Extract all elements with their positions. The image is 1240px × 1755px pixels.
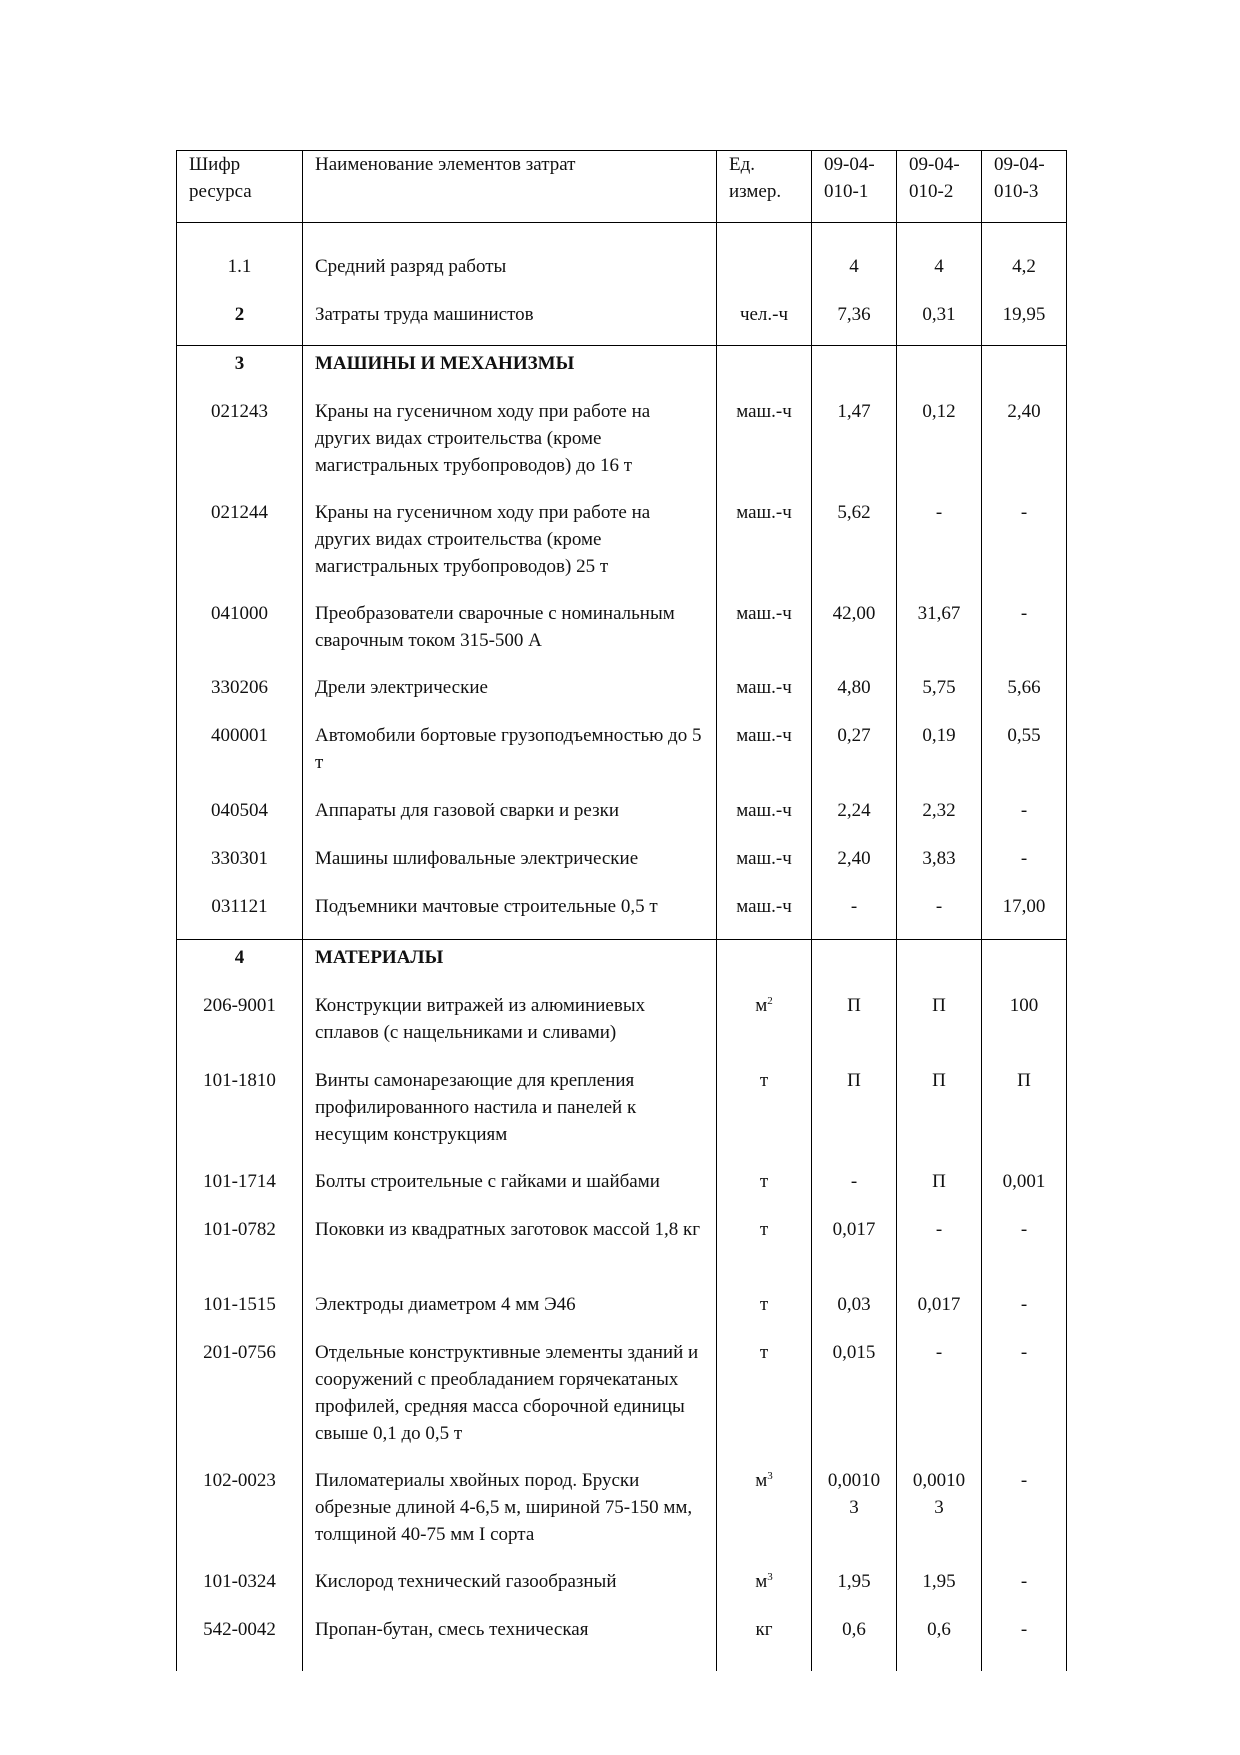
value-09-04-010-3: -: [982, 1564, 1067, 1612]
value-09-04-010-2: 0,31: [897, 297, 982, 346]
unit: маш.-ч: [717, 889, 812, 940]
value-09-04-010-2: [897, 940, 982, 989]
value-09-04-010-3: 4,2: [982, 253, 1067, 297]
unit: $м^3$: [717, 1564, 812, 1612]
value-09-04-010-2: 0,017: [897, 1287, 982, 1335]
value-09-04-010-2: [897, 346, 982, 395]
table-row: [177, 718, 1067, 793]
element-name: Аппараты для газовой сварки и резки: [303, 793, 717, 841]
resource-code: 1.1: [177, 253, 303, 297]
element-name: Кислород технический газообразный: [303, 1564, 717, 1612]
resource-code: 040504: [177, 793, 303, 841]
unit-exponent: 2: [767, 995, 773, 1007]
value-09-04-010-3: -: [982, 1612, 1067, 1671]
unit: маш.-ч: [717, 394, 812, 495]
unit: т: [717, 1335, 812, 1463]
table-row: [177, 1463, 1067, 1564]
value-09-04-010-3: -: [982, 1335, 1067, 1463]
table-row: [177, 346, 1067, 395]
element-name: Автомобили бортовые грузоподъемностью до 5 т: [303, 718, 717, 793]
value-09-04-010-3: 5,66: [982, 670, 1067, 718]
element-name: Болты строительные с гайками и шайбами: [303, 1164, 717, 1212]
value-09-04-010-2: 0,19: [897, 718, 982, 793]
resource-code: 330301: [177, 841, 303, 889]
resource-code: 101-1810: [177, 1063, 303, 1164]
value-09-04-010-1: 0,015: [812, 1335, 897, 1463]
resource-code: 021244: [177, 495, 303, 596]
table-row: [177, 596, 1067, 670]
table-row: [177, 1335, 1067, 1463]
value-09-04-010-2: -: [897, 495, 982, 596]
table-row: [177, 889, 1067, 940]
value-09-04-010-1: 0,03: [812, 1287, 897, 1335]
value-09-04-010-3: -: [982, 1212, 1067, 1287]
value-09-04-010-2: П: [897, 1063, 982, 1164]
resource-code: 101-1515: [177, 1287, 303, 1335]
value-09-04-010-2: 1,95: [897, 1564, 982, 1612]
value-09-04-010-1: 1,47: [812, 394, 897, 495]
table-row: [177, 297, 1067, 346]
header-unit: Ед. измер.: [717, 151, 812, 223]
unit-exponent: 3: [767, 1571, 773, 1583]
table-row: [177, 253, 1067, 297]
value-09-04-010-1: 0,00103: [812, 1463, 897, 1564]
resource-code: 101-0324: [177, 1564, 303, 1612]
unit: кг: [717, 1612, 812, 1671]
resource-code: 4: [177, 940, 303, 989]
element-name: Пропан-бутан, смесь техническая: [303, 1612, 717, 1671]
unit-exponent: 3: [767, 1470, 773, 1482]
unit: маш.-ч: [717, 841, 812, 889]
value-09-04-010-1: 4: [812, 253, 897, 297]
value-09-04-010-1: 0,6: [812, 1612, 897, 1671]
table-header-row: [177, 151, 1067, 223]
unit: маш.-ч: [717, 596, 812, 670]
value-09-04-010-3: 0,001: [982, 1164, 1067, 1212]
value-09-04-010-2: 31,67: [897, 596, 982, 670]
value-09-04-010-1: 4,80: [812, 670, 897, 718]
table-row: [177, 841, 1067, 889]
unit: т: [717, 1164, 812, 1212]
element-name: Поковки из квадратных заготовок массой 1,8 кг: [303, 1212, 717, 1287]
value-09-04-010-1: 0,27: [812, 718, 897, 793]
value-09-04-010-2: -: [897, 1212, 982, 1287]
header-name: Наименование элементов затрат: [303, 151, 717, 223]
value-09-04-010-1: 1,95: [812, 1564, 897, 1612]
resource-code: 400001: [177, 718, 303, 793]
value-09-04-010-2: П: [897, 1164, 982, 1212]
value-09-04-010-2: 0,6: [897, 1612, 982, 1671]
value-09-04-010-1: -: [812, 1164, 897, 1212]
unit: [717, 253, 812, 297]
table-row: [177, 394, 1067, 495]
value-09-04-010-3: [982, 940, 1067, 989]
table-row: [177, 793, 1067, 841]
unit: $м^2$: [717, 988, 812, 1063]
unit: маш.-ч: [717, 670, 812, 718]
value-09-04-010-2: 3,83: [897, 841, 982, 889]
element-name: Дрели электрические: [303, 670, 717, 718]
table-body: [177, 253, 1067, 1671]
resource-code: 2: [177, 297, 303, 346]
resource-code: 542-0042: [177, 1612, 303, 1671]
element-name: Преобразователи сварочные с номинальным сварочным током 315-500 А: [303, 596, 717, 670]
unit: маш.-ч: [717, 793, 812, 841]
table-row: [177, 1063, 1067, 1164]
resource-cost-table: [176, 150, 1067, 1671]
value-09-04-010-1: 42,00: [812, 596, 897, 670]
table-row: [177, 940, 1067, 989]
element-name: Конструкции витражей из алюминиевых сплавов (с нащельниками и сливами): [303, 988, 717, 1063]
value-09-04-010-3: -: [982, 1287, 1067, 1335]
element-name: Затраты труда машинистов: [303, 297, 717, 346]
unit: [717, 346, 812, 395]
element-name: Машины шлифовальные электрические: [303, 841, 717, 889]
element-name: Краны на гусеничном ходу при работе на других видах строительства (кроме магистральных трубопроводов) 25 т: [303, 495, 717, 596]
unit: т: [717, 1212, 812, 1287]
header-code: Шифр ресурса: [177, 151, 303, 223]
resource-code: 201-0756: [177, 1335, 303, 1463]
value-09-04-010-3: 19,95: [982, 297, 1067, 346]
element-name: Пиломатериалы хвойных пород. Бруски обрезные длиной 4-6,5 м, шириной 75-150 мм, толщиной 40-75 мм I сорта: [303, 1463, 717, 1564]
value-09-04-010-1: [812, 940, 897, 989]
table-row: [177, 1164, 1067, 1212]
unit: $м^3$: [717, 1463, 812, 1564]
unit: [717, 940, 812, 989]
table-row: [177, 1287, 1067, 1335]
spacer-row: [177, 223, 1067, 254]
value-09-04-010-1: 2,40: [812, 841, 897, 889]
value-09-04-010-1: 7,36: [812, 297, 897, 346]
value-09-04-010-3: -: [982, 596, 1067, 670]
table-row: [177, 988, 1067, 1063]
value-09-04-010-2: 5,75: [897, 670, 982, 718]
unit: маш.-ч: [717, 718, 812, 793]
resource-code: 101-1714: [177, 1164, 303, 1212]
value-09-04-010-1: [812, 346, 897, 395]
value-09-04-010-3: [982, 346, 1067, 395]
value-09-04-010-2: П: [897, 988, 982, 1063]
element-name: Краны на гусеничном ходу при работе на других видах строительства (кроме магистральных трубопроводов) до 16 т: [303, 394, 717, 495]
table-row: [177, 1612, 1067, 1671]
value-09-04-010-1: П: [812, 1063, 897, 1164]
unit: т: [717, 1063, 812, 1164]
table-row: [177, 495, 1067, 596]
value-09-04-010-1: П: [812, 988, 897, 1063]
table-row: [177, 1564, 1067, 1612]
header-col2: 09-04-010-2: [897, 151, 982, 223]
value-09-04-010-2: -: [897, 1335, 982, 1463]
element-name: Электроды диаметром 4 мм Э46: [303, 1287, 717, 1335]
value-09-04-010-3: -: [982, 495, 1067, 596]
element-name: Отдельные конструктивные элементы зданий и сооружений с преобладанием горячекатаных профилей, средняя масса сборочной единицы свыше 0,1 до 0,5 т: [303, 1335, 717, 1463]
unit: чел.-ч: [717, 297, 812, 346]
element-name: Винты самонарезающие для крепления профилированного настила и панелей к несущим конструкциям: [303, 1063, 717, 1164]
value-09-04-010-1: -: [812, 889, 897, 940]
value-09-04-010-1: 0,017: [812, 1212, 897, 1287]
value-09-04-010-3: 2,40: [982, 394, 1067, 495]
resource-code: 102-0023: [177, 1463, 303, 1564]
value-09-04-010-3: П: [982, 1063, 1067, 1164]
value-09-04-010-3: 17,00: [982, 889, 1067, 940]
table-row: [177, 670, 1067, 718]
element-name: Подъемники мачтовые строительные 0,5 т: [303, 889, 717, 940]
resource-code: 3: [177, 346, 303, 395]
element-name: МАШИНЫ И МЕХАНИЗМЫ: [303, 346, 717, 395]
value-09-04-010-2: 4: [897, 253, 982, 297]
resource-code: 101-0782: [177, 1212, 303, 1287]
resource-code: 041000: [177, 596, 303, 670]
element-name: Средний разряд работы: [303, 253, 717, 297]
value-09-04-010-3: 100: [982, 988, 1067, 1063]
table-row: [177, 1212, 1067, 1287]
value-09-04-010-2: -: [897, 889, 982, 940]
value-09-04-010-3: -: [982, 793, 1067, 841]
resource-code: 330206: [177, 670, 303, 718]
element-name: МАТЕРИАЛЫ: [303, 940, 717, 989]
value-09-04-010-3: -: [982, 1463, 1067, 1564]
value-09-04-010-2: 2,32: [897, 793, 982, 841]
unit: т: [717, 1287, 812, 1335]
value-09-04-010-2: 0,12: [897, 394, 982, 495]
resource-code: 206-9001: [177, 988, 303, 1063]
header-col1: 09-04-010-1: [812, 151, 897, 223]
value-09-04-010-3: 0,55: [982, 718, 1067, 793]
value-09-04-010-3: -: [982, 841, 1067, 889]
resource-code: 031121: [177, 889, 303, 940]
resource-code: 021243: [177, 394, 303, 495]
header-col3: 09-04-010-3: [982, 151, 1067, 223]
value-09-04-010-1: 5,62: [812, 495, 897, 596]
unit: маш.-ч: [717, 495, 812, 596]
value-09-04-010-2: 0,00103: [897, 1463, 982, 1564]
value-09-04-010-1: 2,24: [812, 793, 897, 841]
